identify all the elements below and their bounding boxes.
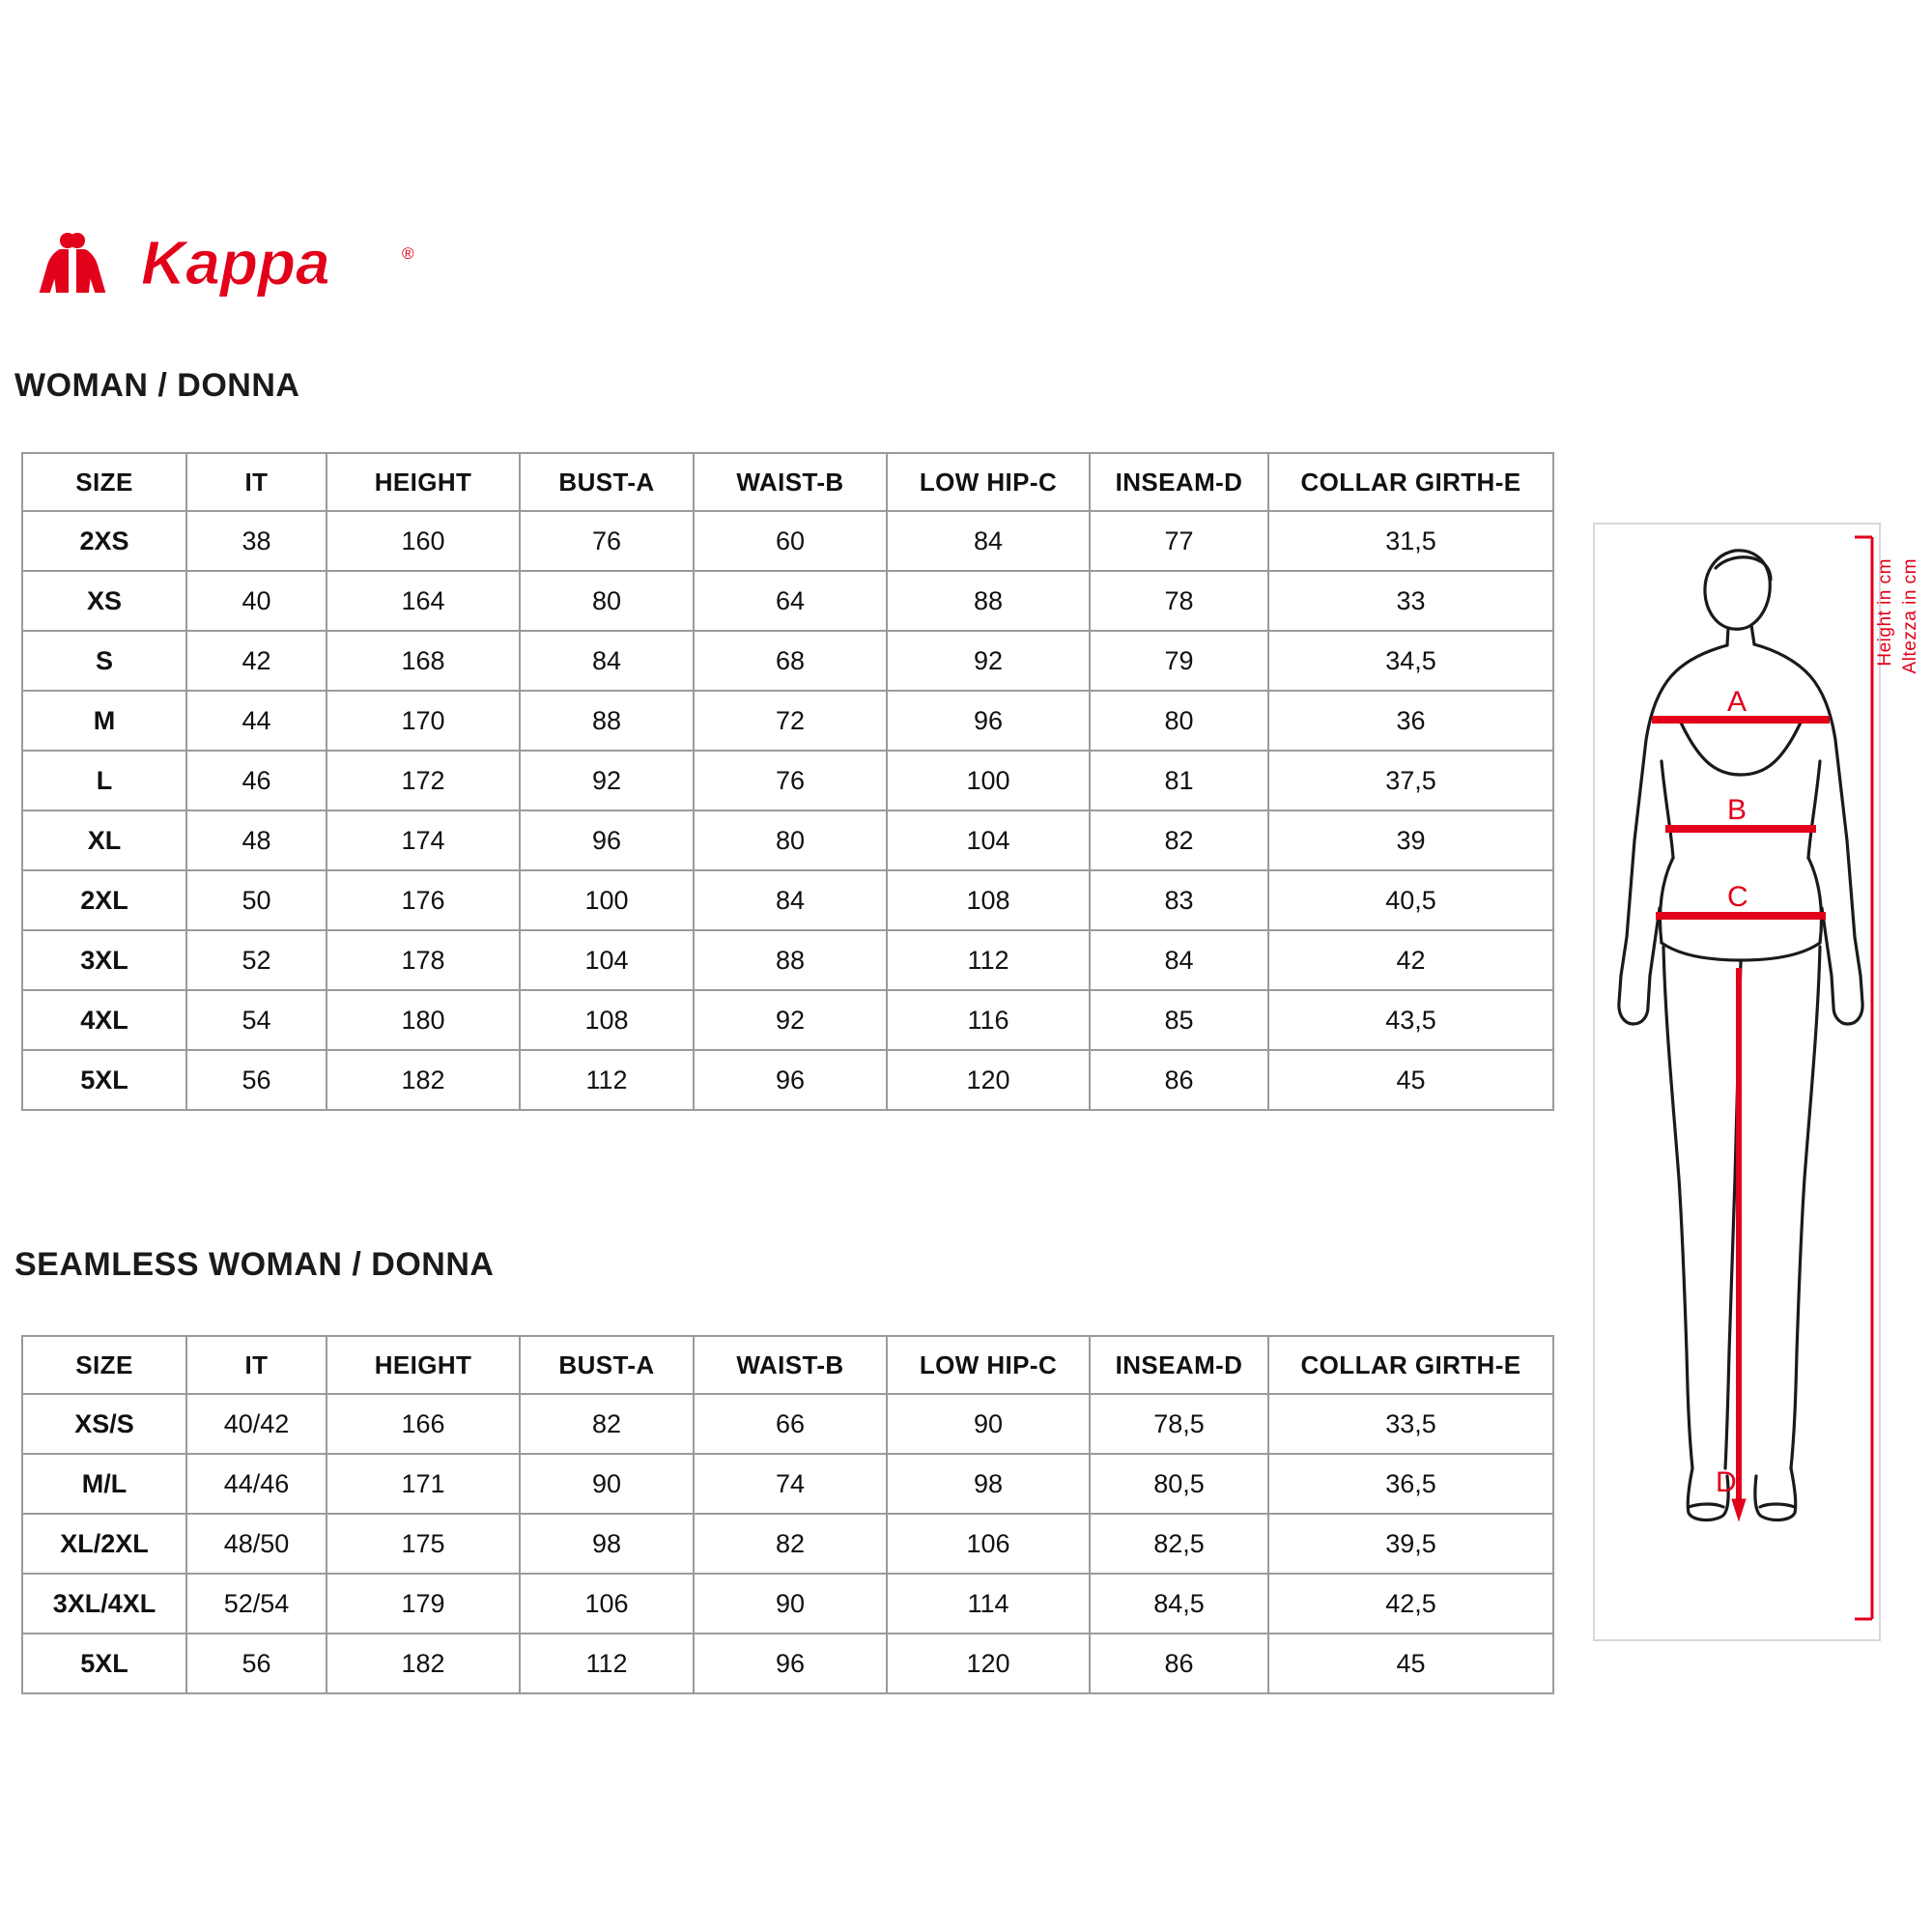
cell-bust: 108: [520, 990, 694, 1050]
cell-inseam: 86: [1090, 1050, 1268, 1110]
cell-waist: 68: [694, 631, 887, 691]
cell-collar-girth: 31,5: [1268, 511, 1553, 571]
cell-collar-girth: 45: [1268, 1050, 1553, 1110]
registered-mark: ®: [402, 244, 414, 263]
cell-bust: 112: [520, 1050, 694, 1110]
cell-height: 178: [327, 930, 520, 990]
cell-collar-girth: 33,5: [1268, 1394, 1553, 1454]
cell-it: 52: [186, 930, 327, 990]
cell-waist: 96: [694, 1050, 887, 1110]
table-row: [22, 810, 1553, 870]
cell-height: 176: [327, 870, 520, 930]
cell-inseam: 77: [1090, 511, 1268, 571]
cell-low-hip: 120: [887, 1634, 1090, 1693]
cell-size: 2XS: [22, 511, 186, 571]
table-row: [22, 751, 1553, 810]
section-title-woman: WOMAN / DONNA: [14, 367, 300, 404]
cell-inseam: 85: [1090, 990, 1268, 1050]
cell-size: XL/2XL: [22, 1514, 186, 1574]
kappa-wordmark-text: Kappa: [141, 228, 330, 298]
cell-size: M: [22, 691, 186, 751]
cell-bust: 82: [520, 1394, 694, 1454]
column-header-low-hip: LOW HIP-C: [887, 453, 1090, 511]
column-header-inseam: INSEAM-D: [1090, 1336, 1268, 1394]
cell-waist: 64: [694, 571, 887, 631]
cell-bust: 76: [520, 511, 694, 571]
cell-inseam: 78,5: [1090, 1394, 1268, 1454]
cell-waist: 76: [694, 751, 887, 810]
cell-waist: 66: [694, 1394, 887, 1454]
cell-bust: 106: [520, 1574, 694, 1634]
cell-height: 160: [327, 511, 520, 571]
table-row: [22, 930, 1553, 990]
cell-bust: 100: [520, 870, 694, 930]
cell-size: L: [22, 751, 186, 810]
cell-it: 48/50: [186, 1514, 327, 1574]
cell-collar-girth: 43,5: [1268, 990, 1553, 1050]
cell-low-hip: 100: [887, 751, 1090, 810]
omini-icon: [41, 234, 104, 292]
table-row: [22, 571, 1553, 631]
table-row: [22, 1574, 1553, 1634]
cell-size: 2XL: [22, 870, 186, 930]
column-header-bust: BUST-A: [520, 453, 694, 511]
column-header-it: IT: [186, 1336, 327, 1394]
cell-height: 180: [327, 990, 520, 1050]
table-row: [22, 870, 1553, 930]
column-header-height: HEIGHT: [327, 453, 520, 511]
column-header-collar-girth: COLLAR GIRTH-E: [1268, 1336, 1553, 1394]
cell-size: XS: [22, 571, 186, 631]
cell-collar-girth: 33: [1268, 571, 1553, 631]
cell-it: 48: [186, 810, 327, 870]
cell-it: 56: [186, 1634, 327, 1693]
column-header-bust: BUST-A: [520, 1336, 694, 1394]
table-header-row: [22, 1336, 1553, 1394]
cell-it: 56: [186, 1050, 327, 1110]
cell-height: 182: [327, 1050, 520, 1110]
section-title-seamless-woman: SEAMLESS WOMAN / DONNA: [14, 1246, 495, 1283]
kappa-logo-svg: [17, 224, 520, 306]
cell-waist: 60: [694, 511, 887, 571]
cell-size: M/L: [22, 1454, 186, 1514]
height-label-en: Height in cm: [1875, 558, 1895, 667]
cell-waist: 96: [694, 1634, 887, 1693]
omini-left: [41, 234, 74, 292]
cell-inseam: 80: [1090, 691, 1268, 751]
cell-bust: 84: [520, 631, 694, 691]
cell-waist: 92: [694, 990, 887, 1050]
cell-waist: 80: [694, 810, 887, 870]
table-row: [22, 691, 1553, 751]
cell-inseam: 82: [1090, 810, 1268, 870]
omini-right: [71, 234, 104, 292]
table-header-row: [22, 453, 1553, 511]
cell-height: 170: [327, 691, 520, 751]
column-header-waist: WAIST-B: [694, 1336, 887, 1394]
measurement-figure: [1592, 522, 1911, 1642]
cell-bust: 104: [520, 930, 694, 990]
cell-inseam: 84,5: [1090, 1574, 1268, 1634]
cell-inseam: 78: [1090, 571, 1268, 631]
cell-inseam: 80,5: [1090, 1454, 1268, 1514]
cell-it: 42: [186, 631, 327, 691]
size-table-seamless-woman: [21, 1335, 1554, 1694]
column-header-size: SIZE: [22, 453, 186, 511]
table-row: [22, 1454, 1553, 1514]
cell-low-hip: 90: [887, 1394, 1090, 1454]
cell-size: 5XL: [22, 1634, 186, 1693]
cell-size: 3XL/4XL: [22, 1574, 186, 1634]
cell-bust: 90: [520, 1454, 694, 1514]
cell-size: S: [22, 631, 186, 691]
cell-bust: 98: [520, 1514, 694, 1574]
column-header-height: HEIGHT: [327, 1336, 520, 1394]
cell-low-hip: 104: [887, 810, 1090, 870]
cell-height: 175: [327, 1514, 520, 1574]
cell-low-hip: 106: [887, 1514, 1090, 1574]
column-header-inseam: INSEAM-D: [1090, 453, 1268, 511]
cell-collar-girth: 39,5: [1268, 1514, 1553, 1574]
cell-size: 3XL: [22, 930, 186, 990]
cell-low-hip: 116: [887, 990, 1090, 1050]
cell-height: 172: [327, 751, 520, 810]
cell-bust: 80: [520, 571, 694, 631]
cell-height: 164: [327, 571, 520, 631]
cell-bust: 92: [520, 751, 694, 810]
cell-low-hip: 112: [887, 930, 1090, 990]
table-row: [22, 1050, 1553, 1110]
cell-collar-girth: 45: [1268, 1634, 1553, 1693]
marker-d: D: [1716, 1466, 1737, 1498]
kappa-wordmark: [141, 228, 414, 298]
cell-it: 40/42: [186, 1394, 327, 1454]
cell-size: 5XL: [22, 1050, 186, 1110]
cell-inseam: 84: [1090, 930, 1268, 990]
cell-waist: 72: [694, 691, 887, 751]
cell-height: 174: [327, 810, 520, 870]
cell-bust: 96: [520, 810, 694, 870]
cell-low-hip: 98: [887, 1454, 1090, 1514]
column-header-collar-girth: COLLAR GIRTH-E: [1268, 453, 1553, 511]
cell-size: XL: [22, 810, 186, 870]
cell-height: 182: [327, 1634, 520, 1693]
table-row: [22, 990, 1553, 1050]
cell-collar-girth: 42,5: [1268, 1574, 1553, 1634]
cell-collar-girth: 34,5: [1268, 631, 1553, 691]
cell-inseam: 82,5: [1090, 1514, 1268, 1574]
cell-collar-girth: 36: [1268, 691, 1553, 751]
column-header-size: SIZE: [22, 1336, 186, 1394]
cell-height: 179: [327, 1574, 520, 1634]
cell-waist: 74: [694, 1454, 887, 1514]
cell-low-hip: 84: [887, 511, 1090, 571]
cell-waist: 88: [694, 930, 887, 990]
cell-inseam: 81: [1090, 751, 1268, 810]
cell-low-hip: 88: [887, 571, 1090, 631]
cell-bust: 112: [520, 1634, 694, 1693]
column-header-waist: WAIST-B: [694, 453, 887, 511]
cell-size: 4XL: [22, 990, 186, 1050]
kappa-logo: [17, 224, 520, 306]
cell-inseam: 83: [1090, 870, 1268, 930]
column-header-it: IT: [186, 453, 327, 511]
cell-collar-girth: 40,5: [1268, 870, 1553, 930]
cell-collar-girth: 37,5: [1268, 751, 1553, 810]
cell-low-hip: 114: [887, 1574, 1090, 1634]
height-label-it: Altezza in cm: [1900, 558, 1920, 674]
cell-inseam: 86: [1090, 1634, 1268, 1693]
cell-low-hip: 120: [887, 1050, 1090, 1110]
cell-height: 168: [327, 631, 520, 691]
table-row: [22, 1634, 1553, 1693]
size-table-woman: [21, 452, 1554, 1111]
female-body-diagram-svg: [1592, 522, 1911, 1642]
cell-it: 44: [186, 691, 327, 751]
table-row: [22, 1514, 1553, 1574]
cell-it: 44/46: [186, 1454, 327, 1514]
cell-collar-girth: 39: [1268, 810, 1553, 870]
cell-height: 166: [327, 1394, 520, 1454]
cell-size: XS/S: [22, 1394, 186, 1454]
cell-low-hip: 92: [887, 631, 1090, 691]
cell-it: 46: [186, 751, 327, 810]
cell-it: 40: [186, 571, 327, 631]
marker-b: B: [1727, 794, 1747, 826]
cell-it: 54: [186, 990, 327, 1050]
table-row: [22, 1394, 1553, 1454]
table-row: [22, 511, 1553, 571]
cell-collar-girth: 36,5: [1268, 1454, 1553, 1514]
marker-a: A: [1727, 686, 1747, 718]
cell-inseam: 79: [1090, 631, 1268, 691]
cell-bust: 88: [520, 691, 694, 751]
cell-it: 38: [186, 511, 327, 571]
cell-it: 50: [186, 870, 327, 930]
cell-low-hip: 96: [887, 691, 1090, 751]
column-header-low-hip: LOW HIP-C: [887, 1336, 1090, 1394]
cell-waist: 90: [694, 1574, 887, 1634]
cell-waist: 84: [694, 870, 887, 930]
marker-c: C: [1727, 881, 1748, 913]
cell-it: 52/54: [186, 1574, 327, 1634]
cell-low-hip: 108: [887, 870, 1090, 930]
cell-waist: 82: [694, 1514, 887, 1574]
cell-height: 171: [327, 1454, 520, 1514]
table-row: [22, 631, 1553, 691]
cell-collar-girth: 42: [1268, 930, 1553, 990]
